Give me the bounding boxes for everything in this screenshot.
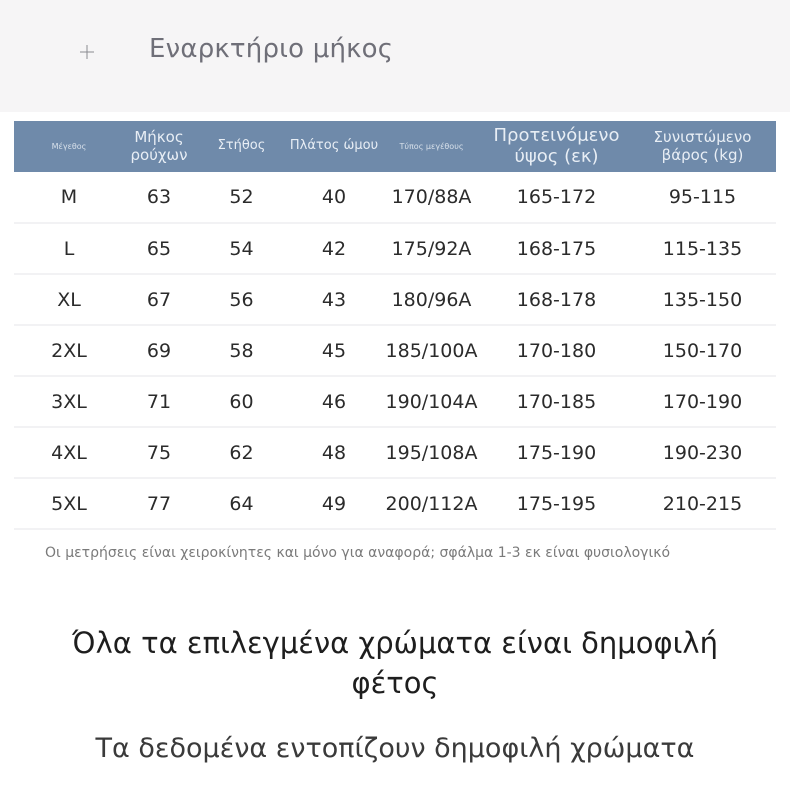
table-cell: 170-190 [629, 376, 776, 427]
table-cell: L [14, 223, 124, 274]
table-row [14, 478, 776, 529]
table-cell: 43 [289, 274, 379, 325]
table-cell: 64 [194, 478, 289, 529]
size-chart-table [14, 121, 776, 530]
table-cell: 195/108A [379, 427, 484, 478]
table-row [14, 325, 776, 376]
section-title: Εναρκτήριο μήκος [149, 34, 394, 64]
table-cell: 45 [289, 325, 379, 376]
table-cell: M [14, 172, 124, 223]
table-cell: 54 [194, 223, 289, 274]
table-cell: 175/92A [379, 223, 484, 274]
table-row [14, 376, 776, 427]
table-cell: 48 [289, 427, 379, 478]
crosshair-icon [79, 44, 95, 60]
table-cell: 69 [124, 325, 194, 376]
table-cell: 65 [124, 223, 194, 274]
table-cell: 170-180 [484, 325, 629, 376]
table-cell: 180/96A [379, 274, 484, 325]
table-cell: 67 [124, 274, 194, 325]
table-cell: 75 [124, 427, 194, 478]
table-cell: 170/88A [379, 172, 484, 223]
column-header-height: Προτεινόμενο ύψος (εκ) [493, 124, 620, 167]
table-cell: 150-170 [629, 325, 776, 376]
table-cell: 71 [124, 376, 194, 427]
table-cell: 165-172 [484, 172, 629, 223]
table-cell: 168-175 [484, 223, 629, 274]
table-cell: 210-215 [629, 478, 776, 529]
table-cell: 60 [194, 376, 289, 427]
headline: Όλα τα επιλεγμένα χρώματα είναι δημοφιλή φέτος [72, 626, 718, 700]
table-cell: 200/112A [379, 478, 484, 529]
table-cell: 2XL [14, 325, 124, 376]
column-header-size-type: Τύπος μεγέθους [399, 141, 464, 151]
table-cell: 95-115 [629, 172, 776, 223]
table-cell: 168-178 [484, 274, 629, 325]
subline: Τα δεδομένα εντοπίζουν δημοφιλή χρώματα [95, 733, 695, 764]
title-band [0, 0, 790, 112]
table-cell: 46 [289, 376, 379, 427]
table-header-row [14, 121, 776, 172]
column-header-weight: Συνιστώμενο βάρος (kg) [653, 128, 752, 164]
table-cell: 135-150 [629, 274, 776, 325]
table-cell: 170-185 [484, 376, 629, 427]
column-header-chest: Στήθος [217, 138, 266, 154]
table-cell: 52 [194, 172, 289, 223]
table-cell: XL [14, 274, 124, 325]
table-row [14, 223, 776, 274]
table-cell: 175-190 [484, 427, 629, 478]
table-cell: 58 [194, 325, 289, 376]
table-row [14, 274, 776, 325]
table-row [14, 172, 776, 223]
table-cell: 190-230 [629, 427, 776, 478]
table-row [14, 427, 776, 478]
column-header-size: Μέγεθος [51, 141, 87, 151]
table-cell: 40 [289, 172, 379, 223]
table-cell: 4XL [14, 427, 124, 478]
table-cell: 77 [124, 478, 194, 529]
table-cell: 3XL [14, 376, 124, 427]
column-header-length: Μήκος ρούχων [130, 128, 188, 164]
table-cell: 42 [289, 223, 379, 274]
measurement-note: Οι μετρήσεις είναι χειροκίνητες και μόνο για αναφορά; σφάλμα 1-3 εκ είναι φυσιολογικό [45, 545, 671, 561]
table-cell: 56 [194, 274, 289, 325]
table-cell: 190/104A [379, 376, 484, 427]
table-cell: 175-195 [484, 478, 629, 529]
table-cell: 115-135 [629, 223, 776, 274]
table-cell: 62 [194, 427, 289, 478]
table-cell: 185/100A [379, 325, 484, 376]
table-cell: 5XL [14, 478, 124, 529]
column-header-shoulder: Πλάτος ώμου [289, 138, 379, 154]
table-cell: 49 [289, 478, 379, 529]
table-cell: 63 [124, 172, 194, 223]
